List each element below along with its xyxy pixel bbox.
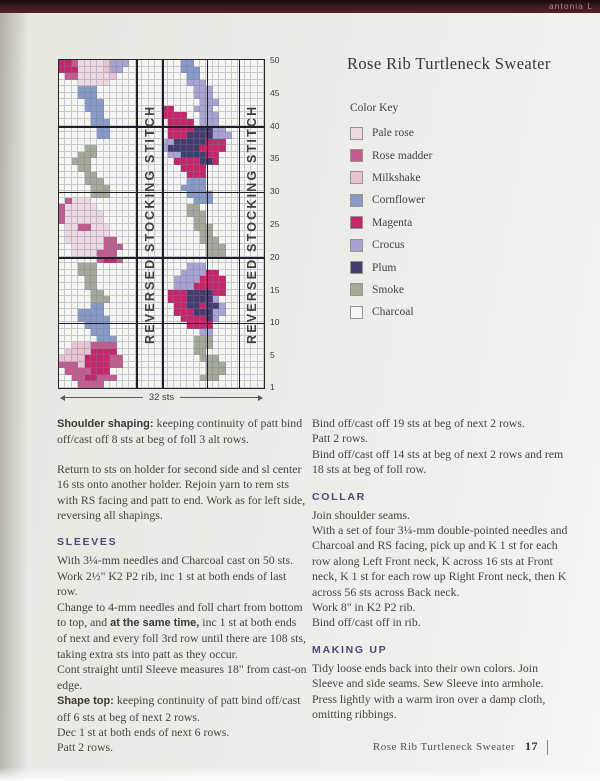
text-run: Patt 2 rows.	[312, 431, 369, 446]
text-run: Bind off/cast off in rib.	[312, 615, 421, 630]
page-number: 17	[525, 739, 538, 753]
chart-row-number: 20	[270, 251, 280, 262]
text-run: keeping continuity of patt bind off/cast off 8 sts at beg of foll 3 alt rows.	[57, 416, 303, 447]
book-spine-band	[0, 0, 600, 13]
chart-heavy-row-line	[58, 126, 264, 128]
color-key-entry	[350, 256, 432, 278]
chart-panel-boundary	[136, 59, 138, 388]
knitting-chart	[58, 55, 298, 409]
chart-row-number: 1	[270, 381, 275, 392]
chart-heavy-row-line	[58, 323, 264, 325]
footer-title: Rose Rib Turtleneck Sweater	[372, 741, 515, 753]
color-swatch	[350, 149, 363, 162]
color-key-entry	[350, 144, 432, 166]
text-run: Bind off/cast off 19 sts at beg of next 2 rows.	[312, 416, 525, 430]
bold-run: Shape top:	[57, 695, 117, 708]
instruction-paragraph	[57, 725, 309, 740]
chart-row-number: 50	[270, 55, 280, 65]
text-run: Tidy loose ends back into their own colors. Join Sleeve and side seams. Sew Sleeve into armhole. Press lightly with a warm iron over a damp cloth, omitting ribbings.	[312, 660, 546, 722]
instruction-paragraph	[312, 661, 569, 723]
instruction-paragraph	[57, 416, 309, 448]
color-name: Pale rose	[372, 127, 414, 140]
page-bottom-fade	[0, 767, 600, 781]
instructions-left-column	[57, 416, 309, 756]
instruction-paragraph	[312, 615, 569, 630]
instruction-paragraph	[57, 553, 309, 599]
instructions-right-column	[312, 416, 569, 756]
color-swatch	[350, 171, 363, 184]
arrow-line	[180, 397, 258, 398]
color-key-heading: Color Key	[350, 102, 399, 114]
instruction-paragraph	[312, 447, 569, 478]
text-run: With a set of four 3¼-mm double-pointed needles and Charcoal and RS facing, pick up and K 1 st for each row along Left Front neck, K across 16 sts at Front neck, K 1 st for each row up Right Front neck, then K across 56 sts across Back neck.	[312, 523, 568, 599]
text-run: keeping continuity of patt bind off/cast off 6 sts at beg of next 2 rows.	[57, 693, 301, 724]
chart-row-number: 10	[270, 317, 280, 328]
text-run: Work 8" in K2 P2 rib.	[312, 600, 416, 615]
text-run: Dec 1 st at both ends of next 6 rows.	[57, 724, 230, 739]
instruction-paragraph	[312, 523, 569, 600]
instruction-paragraph	[312, 416, 569, 431]
bold-run: at the same time,	[110, 617, 200, 630]
color-key-entry	[350, 122, 432, 144]
stitch-count-label	[60, 392, 263, 403]
footer-rule	[547, 740, 548, 755]
reversed-stocking-stitch-label: REVERSED STOCKING STITCH	[142, 104, 157, 344]
chart-heavy-row-line	[58, 192, 264, 194]
text-run: Bind off/cast off 14 sts at beg of next 2 rows and rem 18 sts at beg of foll row.	[312, 446, 564, 477]
chart-row-number: 45	[270, 87, 280, 98]
color-key-entry	[350, 301, 432, 323]
chart-row-number: 30	[270, 186, 280, 197]
stitch-count-text: 32 sts	[148, 392, 175, 403]
reversed-stocking-stitch-label: REVERSED STOCKING STITCH	[245, 104, 260, 344]
instruction-paragraph	[312, 600, 569, 615]
text-run: Patt 2 rows.	[57, 740, 114, 755]
color-key-entry	[350, 234, 432, 256]
color-name: Cornflower	[372, 194, 426, 207]
bold-run: Shoulder shaping:	[57, 418, 157, 430]
chart-row-number: 25	[270, 219, 280, 229]
color-swatch	[350, 194, 363, 207]
chart-row-number: 35	[270, 153, 280, 164]
color-swatch	[350, 306, 363, 319]
chart-row-number: 15	[270, 284, 280, 295]
text-run: Join shoulder seams.	[312, 507, 410, 522]
color-key-entry	[350, 212, 432, 234]
instruction-paragraph	[57, 600, 309, 663]
text-run: Cont straight until Sleeve measures 18" from cast-on edge.	[57, 662, 307, 692]
page-curve-shadow	[0, 13, 28, 781]
color-name: Rose madder	[372, 149, 433, 162]
instruction-paragraph	[57, 462, 309, 524]
color-name: Smoke	[372, 283, 404, 296]
color-key-entry	[350, 167, 432, 189]
section-heading: MAKING UP	[312, 643, 388, 656]
color-name: Crocus	[372, 239, 405, 252]
color-key-entry	[350, 189, 432, 211]
color-swatch	[350, 261, 363, 274]
text-run: Change to 4-mm needles and foll chart from bottom to top, and	[57, 599, 303, 630]
chart-row-number: 40	[270, 120, 280, 131]
color-swatch	[350, 127, 363, 140]
page-footer	[0, 739, 548, 755]
color-swatch	[350, 283, 363, 296]
text-run: Return to sts on holder for second side and sl center 16 sts onto another holder. Rejoin yarn to rem sts with RS facing and patt to end. Work as for left side, reversing all shapings.	[57, 461, 306, 523]
instruction-paragraph	[57, 662, 309, 693]
color-key-list	[350, 122, 432, 324]
section-heading: SLEEVES	[57, 536, 118, 549]
color-name: Plum	[372, 261, 397, 274]
arrow-right-icon	[258, 395, 263, 401]
color-name: Magenta	[372, 216, 413, 229]
color-swatch	[350, 239, 363, 252]
chart-panel-boundary	[239, 59, 241, 388]
color-key-entry	[350, 279, 432, 301]
chart-heavy-row-line	[58, 257, 264, 259]
text-run: inc 1 st at both ends of next and every foll 3rd row until there are 108 sts, taking extra sts into patt as they occur.	[57, 615, 306, 661]
chart-panel-boundary	[207, 59, 209, 388]
section-heading: COLLAR	[312, 490, 366, 503]
color-swatch	[350, 216, 363, 229]
chart-panel-boundary	[162, 59, 164, 388]
watermark-text: antonia L	[549, 1, 593, 11]
text-run: With 3¼-mm needles and Charcoal cast on 50 sts. Work 2½" K2 P2 rib, inc 1 st at both ends of last row.	[57, 553, 294, 599]
instruction-paragraph	[312, 431, 569, 446]
page-title: Rose Rib Turtleneck Sweater	[347, 54, 551, 73]
color-name: Milkshake	[372, 171, 421, 184]
color-key	[350, 102, 432, 324]
instructions	[57, 416, 569, 756]
instruction-paragraph	[312, 508, 569, 523]
instruction-paragraph	[57, 693, 309, 725]
chart-row-number: 5	[270, 350, 275, 361]
color-name: Charcoal	[372, 306, 414, 319]
arrow-line	[65, 397, 143, 398]
